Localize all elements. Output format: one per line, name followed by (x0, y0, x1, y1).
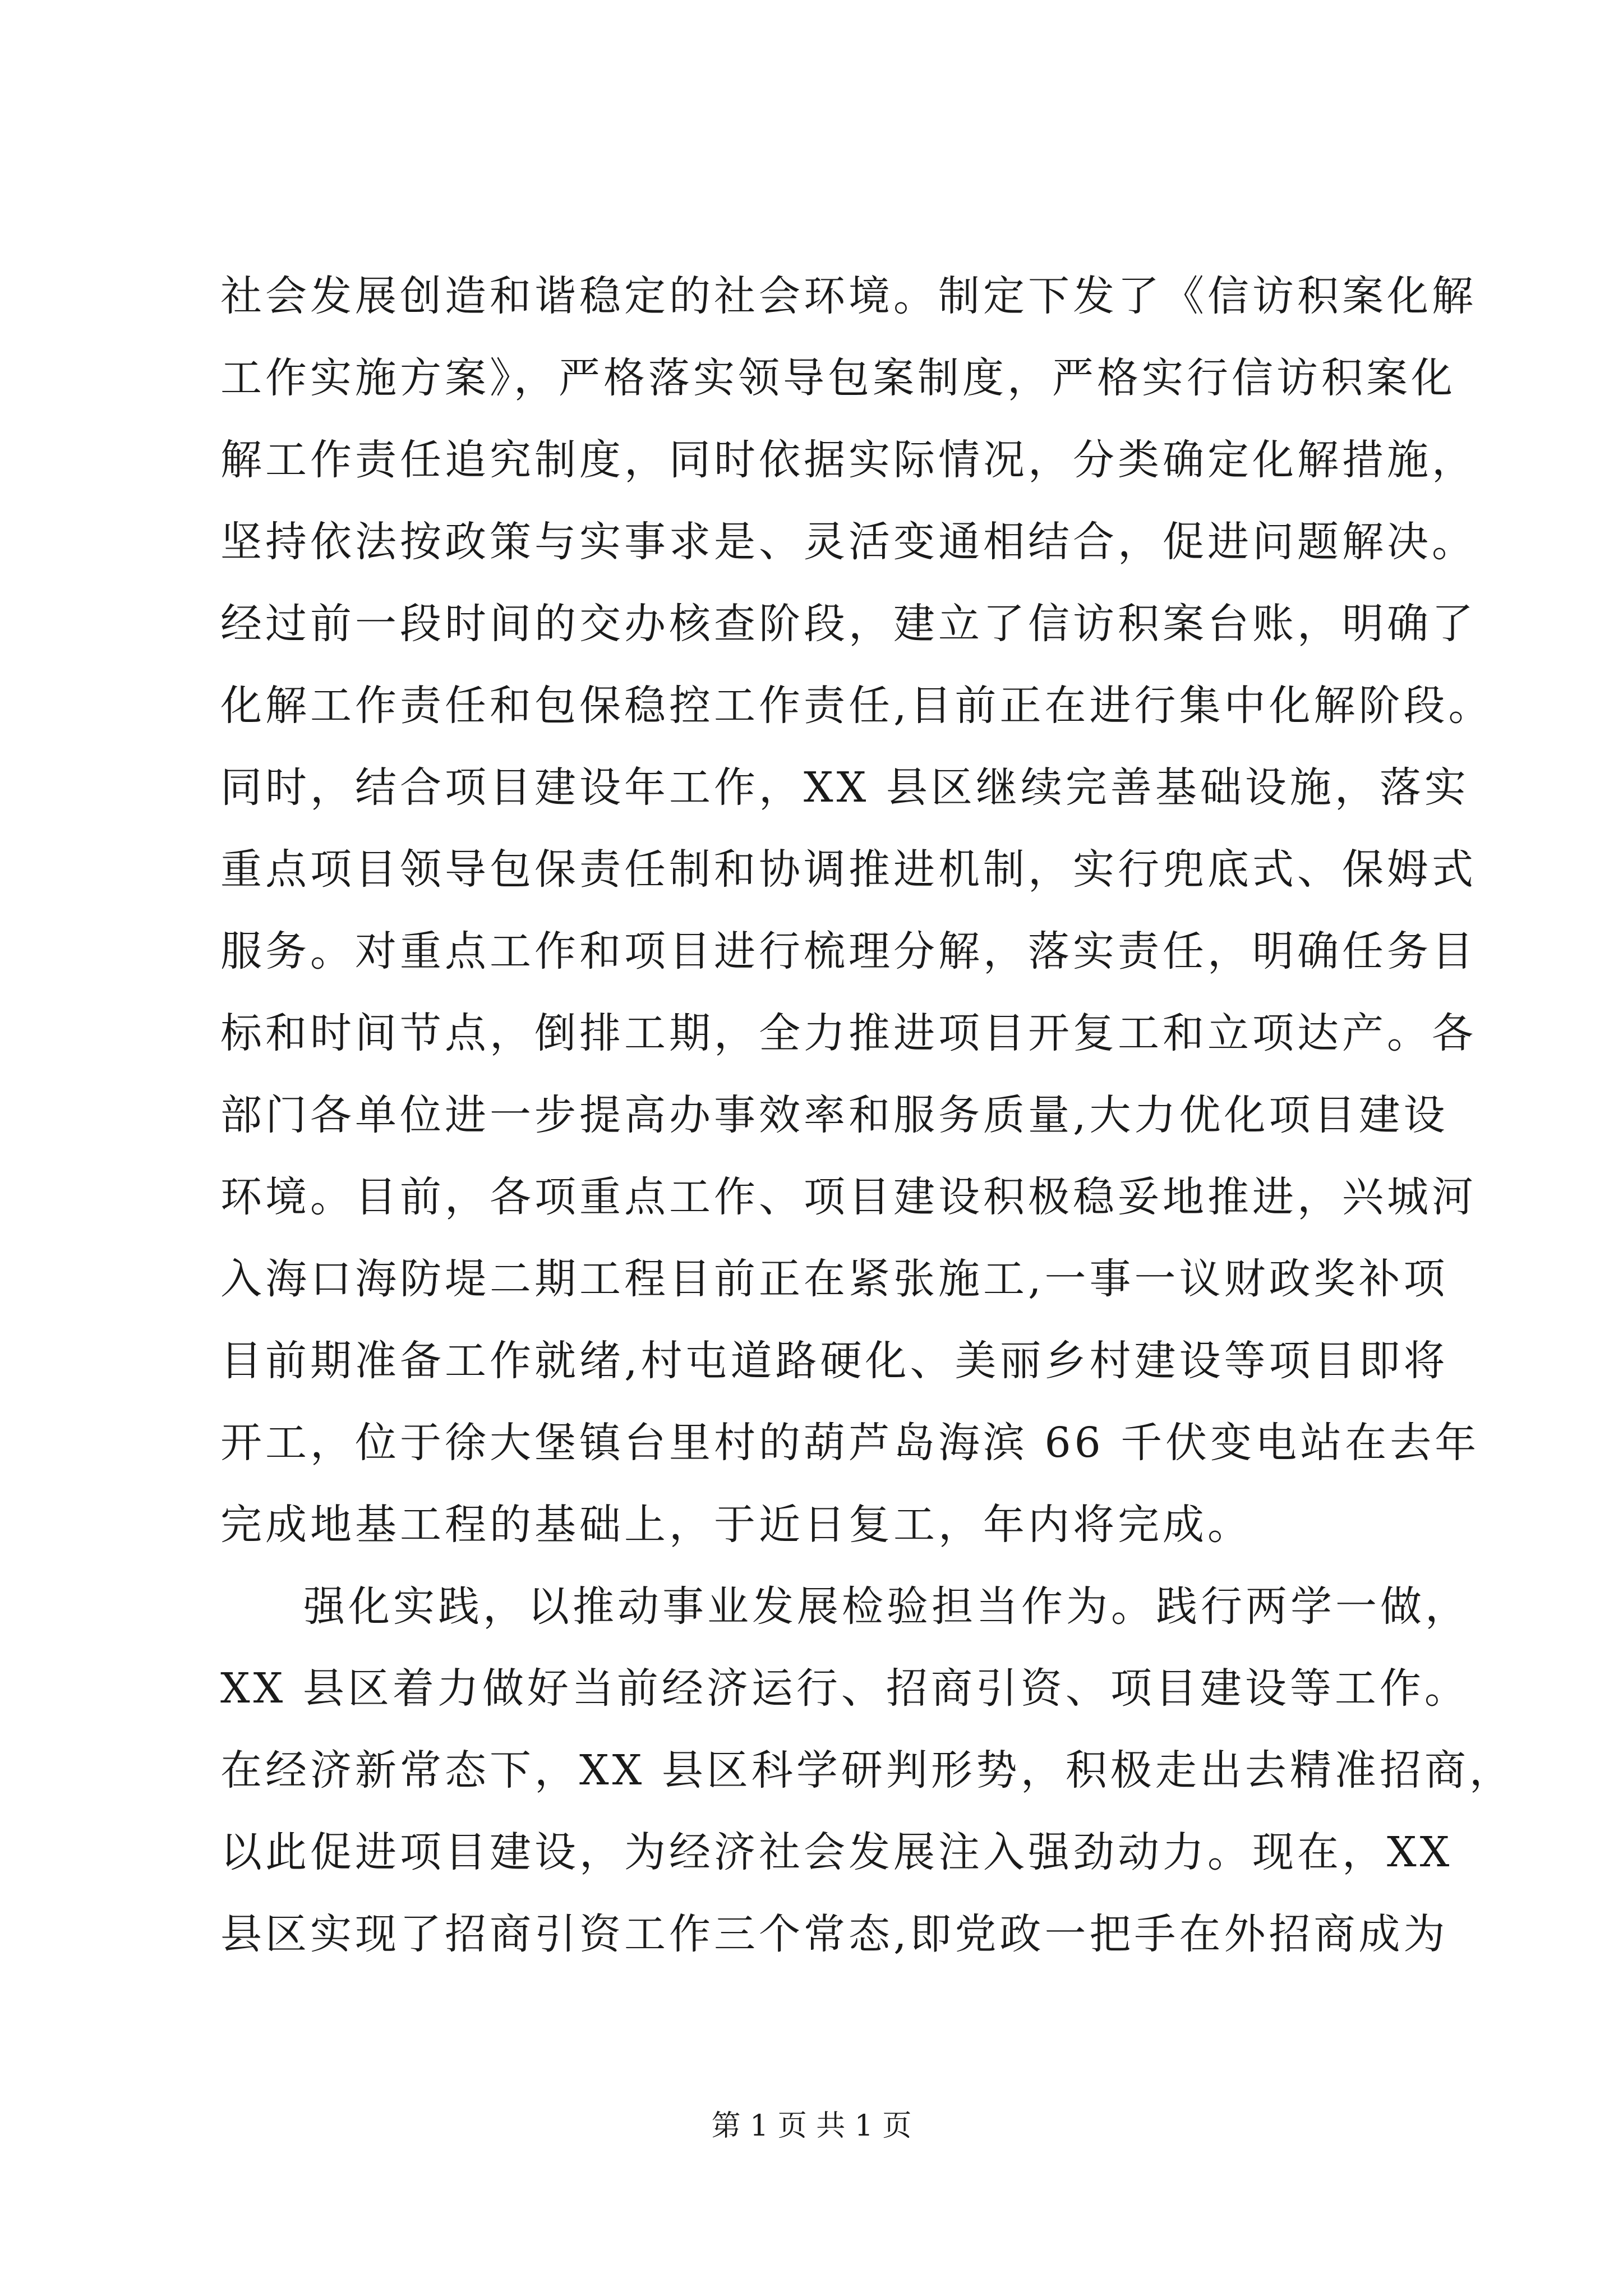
text-line: 目前期准备工作就绪,村屯道路硬化、美丽乡村建设等项目即将 (220, 1337, 1449, 1385)
text-line: 部门各单位进一步提高办事效率和服务质量,大力优化项目建设 (220, 1091, 1449, 1139)
text-line: 解工作责任追究制度，同时依据实际情况，分类确定化解措施， (220, 436, 1477, 484)
text-line: 社会发展创造和谐稳定的社会环境。制定下发了《信访积案化解 (220, 272, 1477, 320)
text-line: 以此促进项目建设，为经济社会发展注入强劲动力。现在，XX (220, 1828, 1453, 1876)
text-line: 开工，位于徐大堡镇台里村的葫芦岛海滨 66 千伏变电站在去年 (220, 1419, 1480, 1467)
text-line: 县区实现了招商引资工作三个常态,即党政一把手在外招商成为 (220, 1910, 1449, 1958)
text-line: XX 县区着力做好当前经济运行、招商引资、项目建设等工作。 (220, 1664, 1469, 1713)
text-line: 化解工作责任和包保稳控工作责任,目前正在进行集中化解阶段。 (220, 682, 1493, 730)
text-line: 完成地基工程的基础上，于近日复工，年内将完成。 (220, 1501, 1252, 1549)
text-line: 坚持依法按政策与实事求是、灵活变通相结合，促进问题解决。 (220, 518, 1477, 566)
text-line: 重点项目领导包保责任制和协调推进机制，实行兜底式、保姆式 (220, 845, 1477, 894)
text-line: 在经济新常态下，XX 县区科学研判形势，积极走出去精准招商， (220, 1746, 1514, 1795)
text-line: 入海口海防堤二期工程目前正在紧张施工,一事一议财政奖补项 (220, 1255, 1449, 1303)
text-line: 经过前一段时间的交办核查阶段，建立了信访积案台账，明确了 (220, 600, 1477, 648)
text-line: 服务。对重点工作和项目进行梳理分解，落实责任，明确任务目 (220, 927, 1477, 976)
text-line: 同时，结合项目建设年工作，XX 县区继续完善基础设施，落实 (220, 763, 1469, 812)
text-line: 环境。目前，各项重点工作、项目建设积极稳妥地推进，兴城河 (220, 1173, 1477, 1221)
body-text (220, 255, 1514, 1975)
page-number-footer: 第 1 页 共 1 页 (711, 2109, 912, 2143)
text-line: 标和时间节点，倒排工期，全力推进项目开复工和立项达产。各 (220, 1009, 1477, 1057)
text-line: 工作实施方案》，严格落实领导包案制度，严格实行信访积案化 (220, 354, 1456, 402)
paragraph-first-line: 强化实践，以推动事业发展检验担当作为。践行两学一做， (303, 1582, 1470, 1631)
